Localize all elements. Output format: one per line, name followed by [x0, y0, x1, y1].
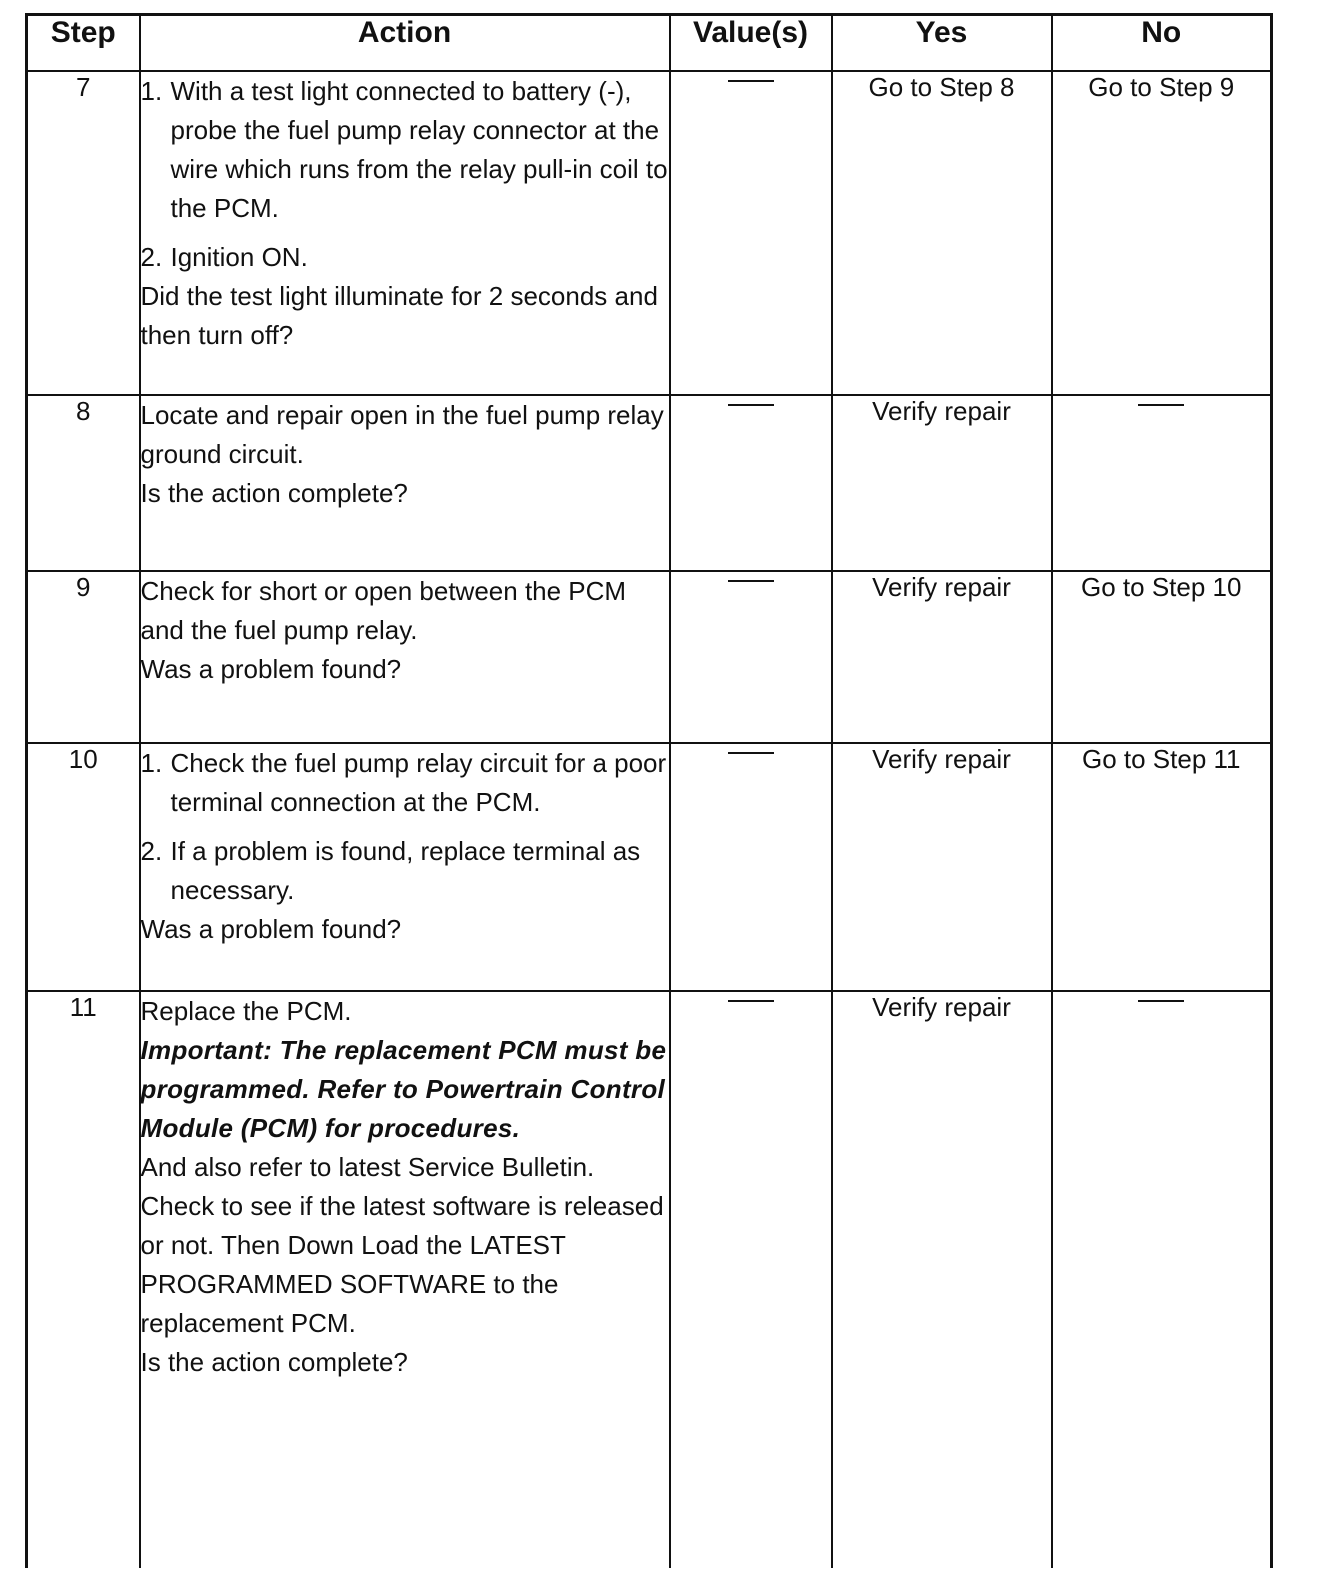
- header-row: [27, 15, 1272, 72]
- step-number: 9: [27, 571, 140, 743]
- table-row: [27, 743, 1272, 991]
- action-text: Check for short or open between the PCM and the fuel pump relay.: [140, 576, 627, 645]
- header-action: Action: [140, 15, 670, 72]
- action-item: 2. Ignition ON.: [141, 238, 669, 277]
- dash-mark: [1138, 404, 1184, 406]
- action-item-text: Ignition ON.: [170, 242, 308, 272]
- action-question: Was a problem found?: [140, 654, 402, 684]
- action-item-text: If a problem is found, replace terminal as necessary.: [170, 836, 641, 905]
- no-result: Go to Step 11: [1052, 743, 1272, 991]
- action-item: 1. Check the fuel pump relay circuit for a poor terminal connection at the PCM.: [141, 744, 669, 822]
- dash-mark: [728, 80, 774, 82]
- table-row: [27, 571, 1272, 743]
- action-cell: [140, 571, 670, 743]
- no-result: Go to Step 10: [1052, 571, 1272, 743]
- yes-result: Verify repair: [832, 571, 1052, 743]
- action-item: 1. With a test light connected to battery (-), probe the fuel pump relay connector at the wire which runs from the relay pull-in coil to the PCM.: [141, 72, 669, 228]
- action-item: 2. If a problem is found, replace terminal as necessary.: [141, 832, 669, 910]
- action-item-text: With a test light connected to battery (-), probe the fuel pump relay connector at the wire which runs from the relay pull-in coil to the PCM.: [170, 76, 668, 223]
- dash-mark: [728, 1000, 774, 1002]
- yes-result: Verify repair: [832, 743, 1052, 991]
- no-result: [1052, 395, 1272, 571]
- no-result: Go to Step 9: [1052, 71, 1272, 395]
- service-bulletin-note: And also refer to latest Service Bulletin. Check to see if the latest software is released or not. Then Down Load the LATEST PROGRAMMED SOFTWARE to the replacement PCM.: [140, 1152, 664, 1338]
- action-cell: [140, 991, 670, 1568]
- important-note: Important: The replacement PCM must be programmed. Refer to Powertrain Control Module (PCM) for procedures.: [140, 1035, 667, 1143]
- dash-mark: [728, 580, 774, 582]
- step-number: 8: [27, 395, 140, 571]
- yes-result: Verify repair: [832, 991, 1052, 1568]
- no-result: [1052, 991, 1272, 1568]
- action-question: Did the test light illuminate for 2 seconds and then turn off?: [140, 281, 658, 350]
- value-cell: [670, 991, 832, 1568]
- header-yes: Yes: [832, 15, 1052, 72]
- action-cell: [140, 743, 670, 991]
- value-cell: [670, 395, 832, 571]
- action-text: Replace the PCM.: [140, 996, 352, 1026]
- action-question: Was a problem found?: [140, 914, 402, 944]
- action-item-text: Check the fuel pump relay circuit for a poor terminal connection at the PCM.: [170, 748, 667, 817]
- step-number: 10: [27, 743, 140, 991]
- action-question: Is the action complete?: [140, 1347, 408, 1377]
- diagnostic-table: [25, 13, 1273, 1568]
- dash-mark: [728, 404, 774, 406]
- header-values: Value(s): [670, 15, 832, 72]
- header-step: Step: [27, 15, 140, 72]
- action-cell: [140, 71, 670, 395]
- action-cell: [140, 395, 670, 571]
- table-row: [27, 991, 1272, 1568]
- yes-result: Go to Step 8: [832, 71, 1052, 395]
- header-no: No: [1052, 15, 1272, 72]
- action-question: Is the action complete?: [140, 478, 408, 508]
- step-number: 7: [27, 71, 140, 395]
- value-cell: [670, 571, 832, 743]
- action-text: Locate and repair open in the fuel pump relay ground circuit.: [140, 400, 664, 469]
- value-cell: [670, 71, 832, 395]
- table-row: [27, 71, 1272, 395]
- step-number: 11: [27, 991, 140, 1568]
- yes-result: Verify repair: [832, 395, 1052, 571]
- value-cell: [670, 743, 832, 991]
- table-row: [27, 395, 1272, 571]
- diagnostic-page: [25, 13, 1270, 1558]
- dash-mark: [1138, 1000, 1184, 1002]
- dash-mark: [728, 752, 774, 754]
